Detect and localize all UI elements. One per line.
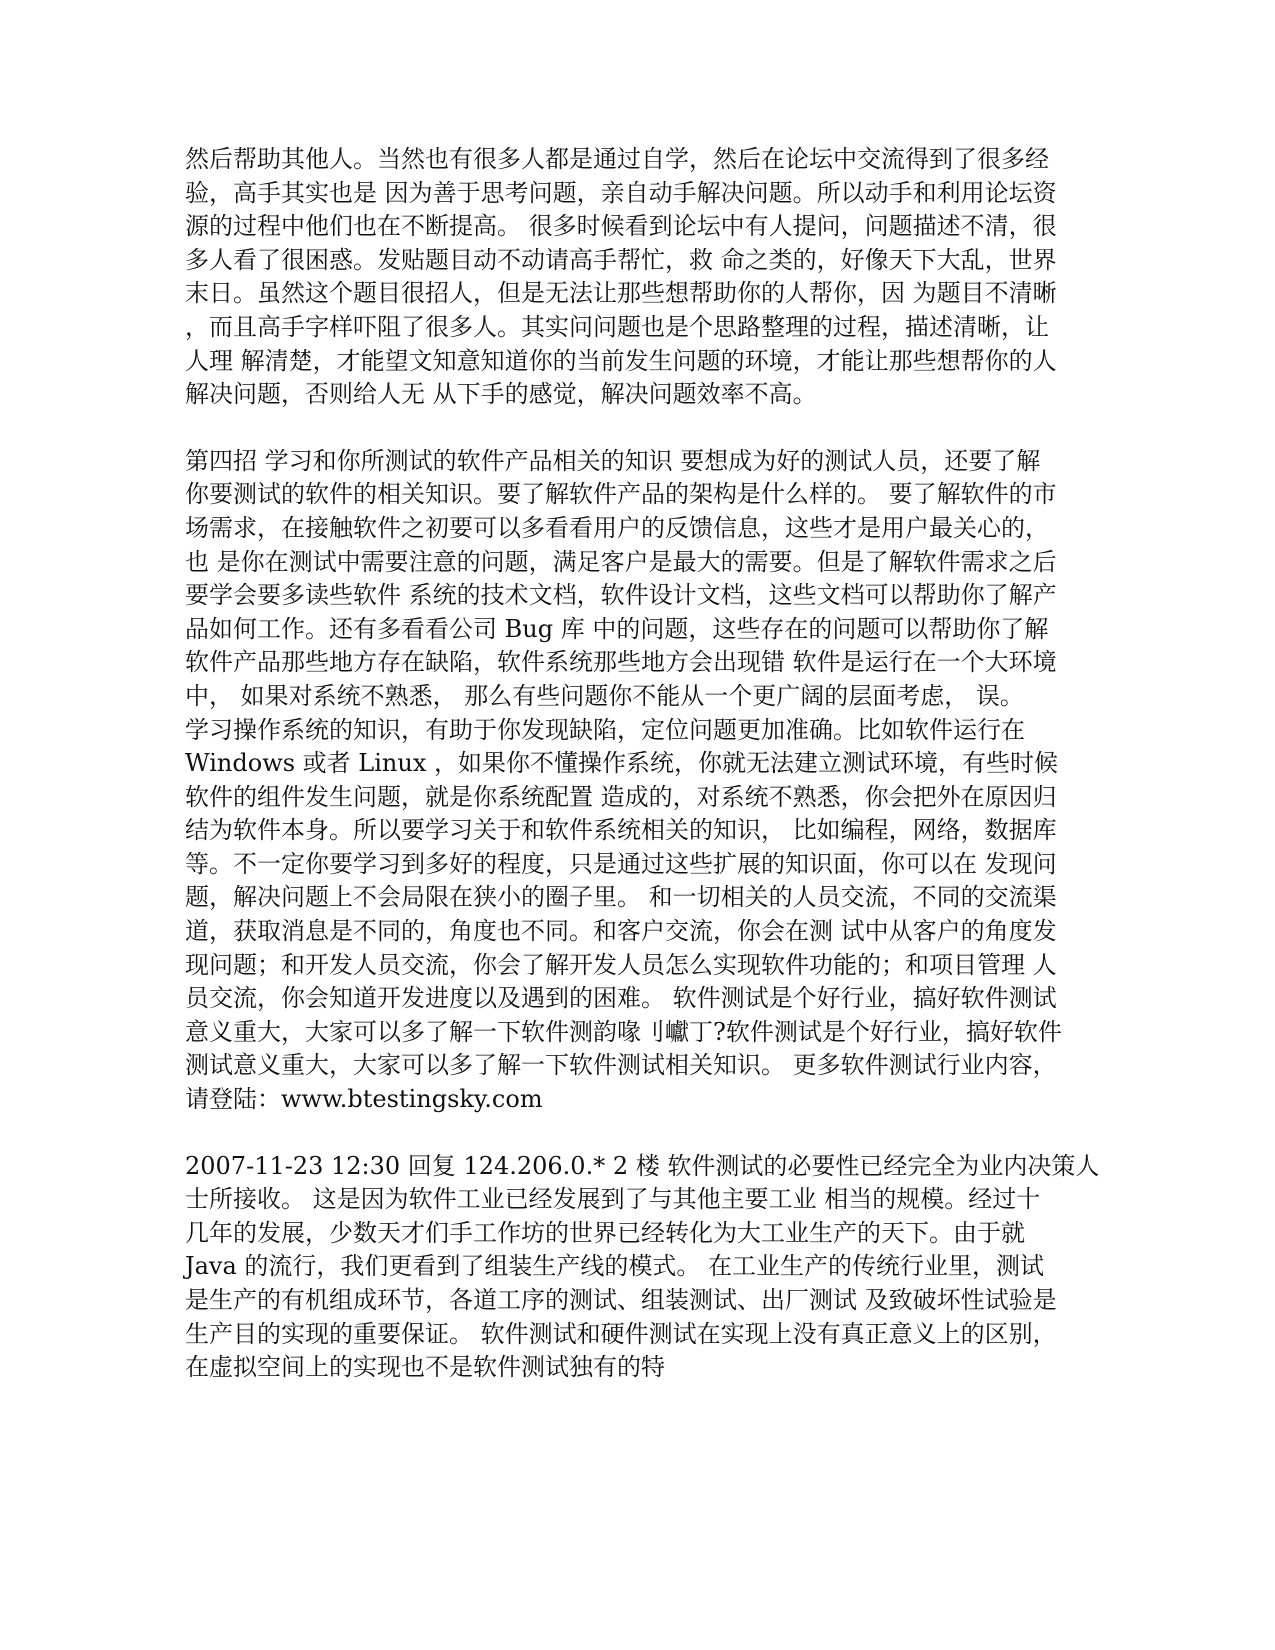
text-line: 你要测试的软件的相关知识。要了解软件产品的架构是什么样的。 要了解软件的市 [185,480,1057,509]
text-line: 源的过程中他们也在不断提高。 很多时候看到论坛中有人提问，问题描述不清，很 [185,212,1057,241]
text-line: 验，高手其实也是 因为善于思考问题，亲自动手解决问题。所以动手和利用论坛资 [185,178,1057,207]
paragraph-2 [185,445,1090,1117]
text-line: 员交流，你会知道开发进度以及遇到的困难。 软件测试是个好行业，搞好软件测试 [185,984,1057,1013]
text-line: 等。不一定你要学习到多好的程度，只是通过这些扩展的知识面，你可以在 发现问 [185,849,1057,878]
text-line: 也 是你在测试中需要注意的问题，满足客户是最大的需要。但是了解软件需求之后 [185,547,1057,576]
text-line: 题，解决问题上不会局限在狭小的圈子里。 和一切相关的人员交流，不同的交流渠 [185,883,1057,912]
paragraph-1 [185,143,1090,412]
text-line: 然后帮助其他人。当然也有很多人都是通过自学，然后在论坛中交流得到了很多经 [185,145,1049,173]
text-line: 第四招 学习和你所测试的软件产品相关的知识 要想成为好的测试人员，还要了解 [185,446,1041,475]
paragraph-spacer [185,1117,1090,1150]
text-line: 士所接收。 这是因为软件工业已经发展到了与其他主要工业 相当的规模。经过十 [185,1185,1041,1214]
document-body [185,143,1100,1385]
text-line: 是生产的有机组成环节，各道工序的测试、组装测试、出厂测试 及致破坏性试验是 [185,1286,1057,1314]
text-line: 测试意义重大，大家可以多了解一下软件测试相关知识。 更多软件测试行业内容， [185,1051,1057,1080]
paragraph-spacer [185,412,1090,445]
text-line: 软件的组件发生问题，就是你系统配置 造成的，对系统不熟悉，你会把外在原因归 [185,782,1057,811]
text-line: 末日。虽然这个题目很招人，但是无法让那些想帮助你的人帮你，因 为题目不清晰 [185,279,1057,308]
text-line: 道，获取消息是不同的，角度也不同。和客户交流，你会在测 试中从客户的角度发 [185,917,1057,946]
text-line: 请登陆：www.btestingsky.com [185,1085,543,1114]
text-line: 在虚拟空间上的实现也不是软件测试独有的特 [185,1353,665,1382]
text-line: Windows 或者 Linux ，如果你不懂操作系统，你就无法建立测试环境，有些时候 [185,749,1058,778]
text-line: 解决问题，否则给人无 从下手的感觉，解决问题效率不高。 [185,380,817,409]
text-line: 生产目的实现的重要保证。 软件测试和硬件测试在实现上没有真正意义上的区别， [185,1319,1057,1348]
text-line: 学习操作系统的知识，有助于你发现缺陷，定位问题更加准确。比如软件运行在 [185,715,1025,744]
text-line: 软件产品那些地方存在缺陷，软件系统那些地方会出现错 软件是运行在一个大环境 [185,648,1057,677]
text-line: Java 的流行，我们更看到了组装生产线的模式。 在工业生产的传统行业里，测试 [185,1252,1045,1281]
paragraph-3 [185,1150,1100,1385]
text-line: 要学会要多读些软件 系统的技术文档，软件设计文档，这些文档可以帮助你了解产 [185,581,1057,610]
text-line: 意义重大，大家可以多了解一下软件测韵喙刂巘丁?软件测试是个好行业，搞好软件 [185,1017,1062,1046]
text-line: 结为软件本身。所以要学习关于和软件系统相关的知识， 比如编程，网络，数据库 [185,816,1057,845]
text-line: 几年的发展，少数天才们手工作坊的世界已经转化为大工业生产的天下。由于就 [185,1218,1025,1247]
text-line: 人理 解清楚，才能望文知意知道你的当前发生问题的环境，才能让那些想帮你的人 [185,346,1057,375]
text-line: 2007-11-23 12:30 回复 124.206.0.* 2 楼 软件测试的必要性已经完全为业内决策人 [185,1151,1100,1180]
text-line: 品如何工作。还有多看看公司 Bug 库 中的问题，这些存在的问题可以帮助你了解 [185,614,1049,643]
text-line: 场需求，在接触软件之初要可以多看看用户的反馈信息，这些才是用户最关心的， [185,513,1049,542]
text-line: 现问题；和开发人员交流，你会了解开发人员怎么实现软件功能的；和项目管理 人 [185,950,1057,979]
text-line: 中， 如果对系统不熟悉， 那么有些问题你不能从一个更广阔的层面考虑， 误。 [185,681,1024,710]
text-line: 多人看了很困惑。发贴题目动不动请高手帮忙，救 命之类的，好像天下大乱，世界 [185,245,1057,274]
text-line: ，而且高手字样吓阻了很多人。其实问问题也是个思路整理的过程，描述清晰，让 [185,312,1049,341]
